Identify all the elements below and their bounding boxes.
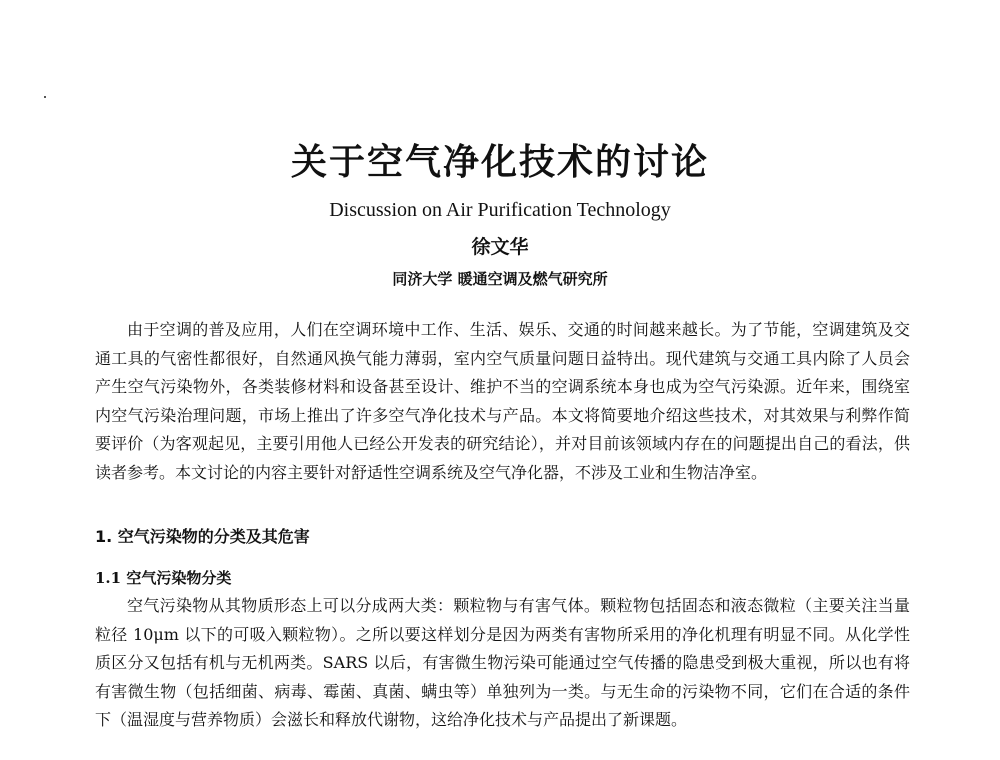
section-1-1-paragraph: 空气污染物从其物质形态上可以分成两大类：颗粒物与有害气体。颗粒物包括固态和液态微粒（主要关注当量粒径 10μm 以下的可吸入颗粒物）。之所以要这样划分是因为两类有害物所采用的净化机理有明显不同。从化学性质区分又包括有机与无机两类。SARS 以后，有害微生物污染可能通过空气传播的隐患受到极大重视，所以也有将有害微生物（包括细菌、病毒、霉菌、真菌、螨虫等）单独列为一类。与无生命的污染物不同，它们在合适的条件下（温湿度与营养物质）会滋长和释放代谢物，这给净化技术与产品提出了新课题。 bbox=[95, 596, 910, 729]
paper-title: 关于空气净化技术的讨论 bbox=[290, 142, 709, 183]
section-1-1-heading: 1.1 空气污染物分类 bbox=[95, 569, 232, 587]
intro-paragraph: 由于空调的普及应用，人们在空调环境中工作、生活、娱乐、交通的时间越来越长。为了节能，空调建筑及交通工具的气密性都很好，自然通风换气能力薄弱，室内空气质量问题日益特出。现代建筑与交通工具内除了人员会产生空气污染物外，各类装修材料和设备甚至设计、维护不当的空调系统本身也成为空气污染源。近年来，围绕室内空气污染治理问题，市场上推出了许多空气净化技术与产品。本文将简要地介绍这些技术，对其效果与利弊作简要评价（为客观起见，主要引用他人已经公开发表的研究结论），并对目前该领域内存在的问题提出自己的看法，供读者参考。本文讨论的内容主要针对舒适性空调系统及空气净化器，不涉及工业和生物洁净室。 bbox=[95, 320, 910, 482]
scan-speck bbox=[44, 96, 46, 98]
paper-affiliation: 同济大学 暖通空调及燃气研究所 bbox=[392, 270, 608, 288]
section-1-heading: 1. 空气污染物的分类及其危害 bbox=[95, 527, 310, 546]
paper-author: 徐文华 bbox=[471, 236, 529, 258]
paper-subtitle-english: Discussion on Air Purification Technology bbox=[329, 199, 671, 221]
